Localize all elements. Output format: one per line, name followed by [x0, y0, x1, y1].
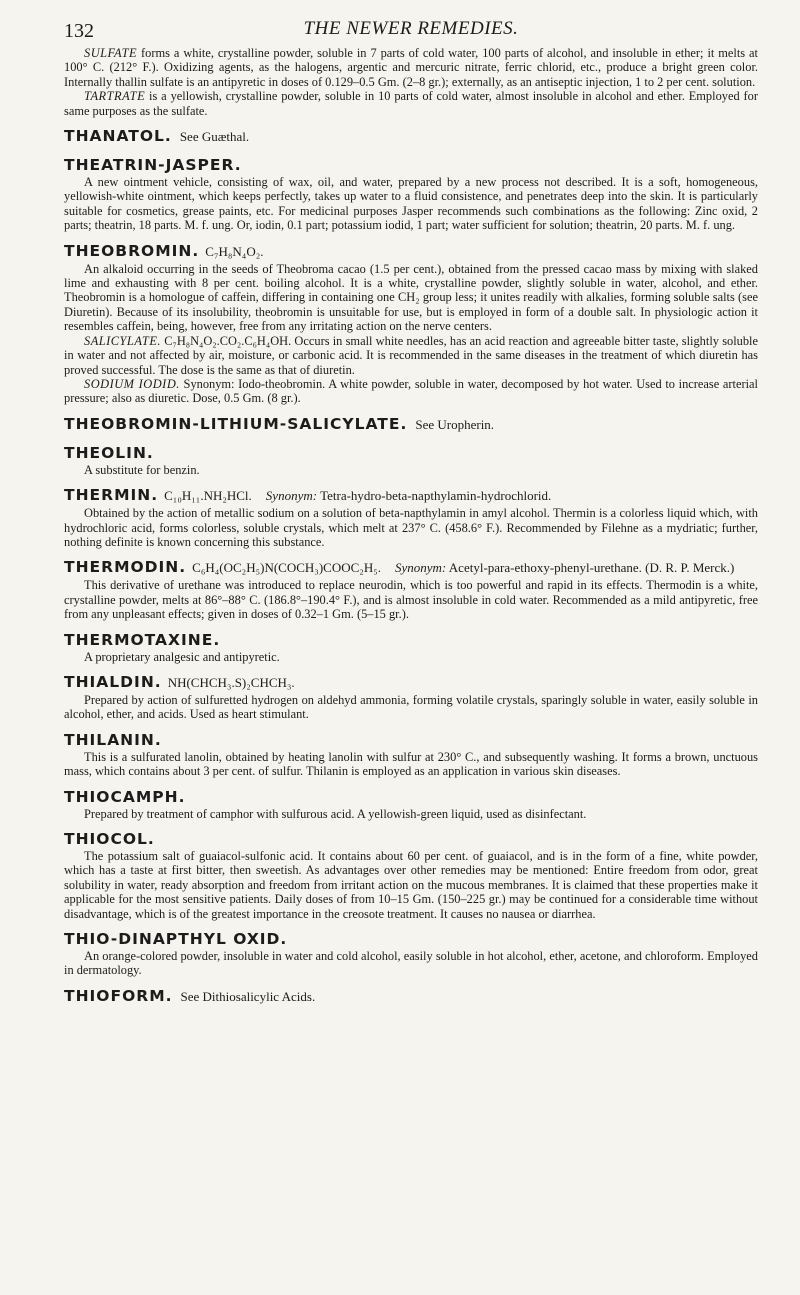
entry-paragraph: A substitute for benzin. — [84, 462, 200, 477]
cross-reference: See Guæthal. — [179, 129, 250, 145]
entry-theatrin — [64, 155, 758, 233]
entry-paragraph: This derivative of urethane was introduced to replace neurodin, which is too powerful and rapid in its effects. Thermodin is a white, crystalline powder, melts at 86°–88° C. (186.8°–190.4° F.), and is almost insoluble in cold water. Recommended as a mild antipyretic, free from any unpleasant effects; given in doses of 0.32–1 Gm. (5–15 gr.). — [64, 578, 758, 622]
entry-headword — [64, 443, 758, 463]
entry-thio-dinapthyl-oxid — [64, 929, 758, 978]
sub-term: SODIUM IODID. — [84, 376, 180, 391]
entry-paragraph: An orange-colored powder, insoluble in water and cold alcohol, easily soluble in hot alcohol, ether, acetone, and chloroform. Employed in dermatology. — [64, 949, 758, 978]
entry-theolin — [64, 443, 758, 477]
headword-text: THERMODIN. — [64, 558, 187, 577]
sub-term: SALICYLATE. — [84, 333, 161, 348]
synonym-label: Synonym: — [394, 560, 447, 576]
entry-thialdin — [64, 672, 758, 722]
entry-theobromin — [64, 241, 758, 406]
dictionary-entries — [64, 46, 758, 1007]
entry-thermotaxine — [64, 630, 758, 664]
entry-thiocol — [64, 829, 758, 921]
headword-text: THEATRIN-JASPER. — [64, 156, 242, 175]
paragraph-text: Synonym: Iodo-theobromin. A white powder, soluble in water, decomposed by hot water. Used to increase arterial pressure; also as diuretic. Dose, 0.5 Gm. (8 gr.). — [64, 376, 758, 406]
headword-text: THEOBROMIN. — [64, 241, 200, 260]
paragraph-text: C₇H₈N₄O₂.CO₂.C₆H₄OH. Occurs in small white needles, has an acid reaction and agreeable bitter taste, slightly soluble in water and not affected by air, moisture, or carbonic acid. It is recommended in the same diseases in the treatment of which diuretin has proved successful. The dose is the same as that of diuretin. — [64, 333, 758, 377]
running-head — [64, 14, 758, 44]
entry-paragraph: A proprietary analgesic and antipyretic. — [84, 649, 280, 664]
cross-reference: See Uropherin. — [415, 416, 495, 432]
synonym-text: Tetra-hydro-beta-napthylamin-hydrochlorid. — [320, 488, 552, 504]
headword-text: THIO-DINAPTHYL OXID. — [64, 930, 288, 949]
entry-thioform — [64, 986, 758, 1007]
entry-thanatol — [64, 126, 758, 147]
entry-headword — [64, 126, 758, 147]
entry-thermin — [64, 485, 758, 549]
entry-paragraph: The potassium salt of guaiacol-sulfonic acid. It contains about 60 per cent. of guaiacol, and is in the form of a fine, white powder, which has a taste at first bitter, then sweetish. As advantages over other remedies may be mentioned: Entire freedom from odor, great solubility in water, ready absorption and freedom from irritant action on the mucous membranes. It is claimed that these properties make it applicable for the most sensitive patients. Daily doses of from 10–15 Gm. (150–225 gr.) may be continued for a considerable time without disadvantage, which is of the greatest importance in the creosote treatment. It causes no nausea or diarrhea. — [64, 849, 758, 921]
entry-headword — [64, 730, 758, 750]
headword-text: THIOFORM. — [64, 986, 173, 1005]
chemical-formula: C₇H₈N₄O₂. — [205, 243, 264, 259]
headword-text: THILANIN. — [64, 730, 162, 749]
synonym-label: Synonym: — [265, 488, 318, 504]
entry-thermodin — [64, 557, 758, 621]
paragraph-text: is a yellowish, crystalline powder, soluble in 10 parts of cold water, almost insoluble in alcohol and ether. Employed for same purposes as the sulfate. — [64, 89, 758, 118]
entry-paragraph — [64, 334, 758, 377]
entry-headword — [64, 929, 758, 949]
entry-paragraph: This is a sulfurated lanolin, obtained by heating lanolin with sulfur at 230° C., and subsequently washing. It forms a brown, unctuous mass, which contains about 3 per cent. of sulfur. Thilanin is employed as an application in various skin diseases. — [64, 749, 758, 779]
entry-headword — [64, 829, 758, 849]
headword-text: THANATOL. — [64, 127, 172, 146]
entry-paragraph: Obtained by the action of metallic sodium on a solution of beta-napthylamin in amyl alcohol. Thermin is a colorless liquid which, with hydrochloric acid, forms colorless, soluble crystals, which melt at 237° C. (458.6° F.). Recommended by Filehne as a mydriatic; further, nothing definite is known concerning this substance. — [64, 506, 758, 549]
entry-paragraph: Prepared by treatment of camphor with sulfurous acid. A yellowish-green liquid, used as disinfectant. — [84, 806, 587, 821]
headword-text: THEOLIN. — [64, 443, 154, 462]
entry-headword — [64, 485, 758, 506]
entry-headword — [64, 241, 758, 262]
entry-paragraph — [64, 46, 758, 89]
headword-text: THIALDIN. — [64, 672, 162, 691]
entry-headword — [64, 787, 758, 807]
entry-headword — [64, 557, 758, 578]
paragraph-text: forms a white, crystalline powder, soluble in 7 parts of cold water, 100 parts of alcohol, and insoluble in ether; it melts at 100° C. (212° F.). Oxidizing agents, as the halogens, argentic and mercuric nitrate, ferric chlorid, etc., produce a bright green color. Internally thallin sulfate is an antipyretic in doses of 0.129–0.5 Gm. (2–8 gr.); externally, as an antiseptic injection, 1 to 2 per cent. solution. — [64, 46, 758, 89]
synonym-text: Acetyl-para-ethoxy-phenyl-urethane. (D. R. P. Merck.) — [448, 560, 735, 576]
headword-text: THIOCOL. — [64, 830, 155, 848]
headword-text: THERMIN. — [64, 486, 159, 505]
headword-text: THIOCAMPH. — [64, 787, 186, 806]
chemical-formula: C₁₀H₁₁.NH₂HCl. — [164, 488, 252, 504]
entry-thiocamph — [64, 787, 758, 821]
entry-headword — [64, 414, 758, 435]
headword-text: THERMOTAXINE. — [64, 630, 221, 649]
entry-paragraph — [64, 377, 758, 406]
entry-paragraph: Prepared by action of sulfuretted hydrogen on aldehyd ammonia, forming volatile crystals, sparingly soluble in water, easily soluble in alcohol, ether, and acids. Used as heart stimulant. — [64, 692, 758, 722]
entry-headword — [64, 672, 758, 693]
entry-theobromin-lithium-salicylate — [64, 414, 758, 435]
chemical-formula: C₆H₄(OC₂H₅)N(COCH₃)COOC₂H₅. — [192, 560, 381, 576]
chemical-formula: NH(CHCH₃.S)₂CHCH₃. — [167, 674, 295, 690]
sub-term: TARTRATE — [84, 89, 146, 104]
page-number: 132 — [64, 20, 94, 42]
sub-term: SULFATE — [84, 46, 138, 60]
running-title: THE NEWER REMEDIES. — [303, 18, 519, 39]
entry-headword — [64, 630, 758, 650]
entry-headword — [64, 155, 758, 175]
entry-headword — [64, 986, 758, 1007]
entry-paragraph: A new ointment vehicle, consisting of wax, oil, and water, prepared by a new process not described. It is a soft, homogeneous, yellowish-white ointment, which keeps perfectly, takes up water to a fluid consistence, and penetrates deep into the skin. It is particularly suitable for cosmetics, grease paints, etc. For medicinal purposes Jasper recommends such combinations as the following: Zinc oxid, 2 parts; theatrin, 18 parts. M. f. ung. Or, iodin, 0.1 part; potassium iodid, 1 part; water sufficient for solution; theatrin, 20 parts. M. f. ung. — [64, 175, 758, 233]
cross-reference: See Dithiosalicylic Acids. — [180, 988, 316, 1004]
entry-paragraph — [64, 89, 758, 118]
headword-text: THEOBROMIN-LITHIUM-SALICYLATE. — [64, 414, 408, 433]
entry-paragraph: An alkaloid occurring in the seeds of Theobroma cacao (1.5 per cent.), obtained from the pressed cacao mass by mixing with slaked lime and exhausting with 8 per cent. boiling alcohol. It is a white, crystalline powder, slightly soluble in water, alcohol, and ether. Theobromin is a homologue of caffein, differing in containing one CH₂ group less; it unites readily with alkalies, forming soluble salts (see Diuretin). Because of its insolubility, theobromin is unsuitable for use, but is employed in form of a double salt. In physiologic action it resembles caffein, being, however, free from any irritating action on the nerve centers. — [64, 261, 758, 334]
entry-thallin-continued — [64, 46, 758, 118]
entry-thilanin — [64, 730, 758, 779]
